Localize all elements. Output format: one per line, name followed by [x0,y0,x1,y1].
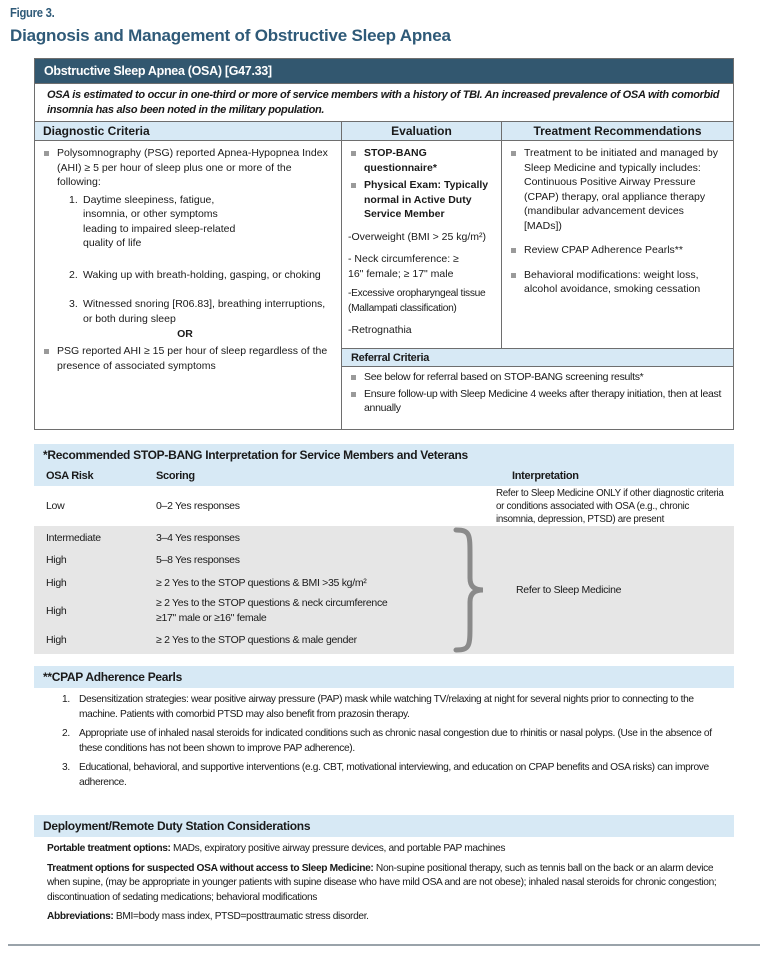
evaluation-item: - Neck circumference: ≥ 16" female; ≥ 17" male [348,253,459,280]
item-text: Waking up with breath-holding, gasping, or choking [83,268,321,281]
options-text: Non-supine positional therapy, such as tennis ball on the back or an alarm device when supine, (may be appropriate in younger patients with supine disease who have mild OSA and are not obese); inhaled nasal steroids for chronic congestion; discontinuation of sedating medications; behavioral modifications [47,862,717,903]
item-number: 1. [69,193,78,206]
item-text: Witnessed snoring [R06.83], breathing interruptions, or both during sleep [83,298,326,325]
evaluation-bullet: STOP-BANG questionnaire* [342,146,497,175]
scoring-cell: ≥ 2 Yes to the STOP questions & BMI >35 kg/m² [156,577,367,589]
abbreviations-text: BMI=body mass index, PTSD=posttraumatic stress disorder. [113,911,369,922]
table-row [34,530,496,546]
risk-cell: Low [46,500,65,512]
figure-title: Diagnosis and Management of Obstructive Sleep Apnea [10,26,451,45]
diagnostic-numbered-item [35,193,335,251]
referral-criteria-heading: Referral Criteria [342,348,733,367]
item-number: 2. [69,268,78,281]
item-number: 2. [62,728,70,739]
risk-cell: Intermediate [46,532,101,544]
stop-bang-table [34,444,734,654]
scoring-cell: ≥ 2 Yes to the STOP questions & neck circumference ≥17" male or ≥16" female [156,597,388,624]
risk-cell: High [46,605,67,617]
referral-criteria-body [342,367,733,428]
stop-bang-header-row [34,466,734,486]
curly-brace-icon [450,526,490,654]
diagnostic-bullet: PSG reported AHI ≥ 15 per hour of sleep regardless of the presence of associated symptoms [35,344,335,373]
table-row [34,575,496,591]
item-number: 1. [62,694,70,705]
diagnostic-criteria-column [35,122,342,429]
evaluation-item: -Retrognathia [348,324,412,336]
column-header-interpretation: Interpretation [512,470,579,482]
portable-text: MADs, expiratory positive airway pressure devices, and portable PAP machines [170,843,506,854]
table-row [34,632,496,648]
scoring-cell: ≥ 2 Yes to the STOP questions & male gender [156,634,357,646]
scoring-cell: 0–2 Yes responses [156,500,240,512]
osa-header: Obstructive Sleep Apnea (OSA) [G47.33] [35,59,733,83]
osa-main-table [34,58,734,430]
treatment-column [502,122,733,348]
risk-cell: High [46,634,67,646]
item-text: Educational, behavioral, and supportive interventions (e.g. CBT, motivational interviewing, and education on CPAP benefits and OSA risks) can improve adherence. [79,762,709,788]
evaluation-heading: Evaluation [342,122,501,141]
scoring-cell: 5–8 Yes responses [156,554,240,566]
pearl-item [34,727,734,756]
osa-intro: OSA is estimated to occur in one-third or more of service members with a history of TBI. An increased prevalence of OSA with comorbid insomnia has also been noted in the military population. [35,83,733,121]
item-number: 3. [69,298,78,310]
treatment-bullet: Treatment to be initiated and managed by Sleep Medicine and typically includes: Continuous Positive Airway Pressure (CPAP) therapy, oral appliance therapy (mandibular advancement devices [MADs]) [502,146,733,233]
stop-bang-title: *Recommended STOP-BANG Interpretation for Service Members and Veterans [34,444,734,466]
diagnostic-numbered-item [35,268,335,283]
evaluation-column [342,122,502,348]
cpap-adherence-pearls [34,666,734,790]
deployment-considerations [34,815,734,925]
treatment-bullet: Review CPAP Adherence Pearls** [502,243,733,258]
abbreviations-label: Abbreviations: [47,911,114,922]
table-row [34,552,496,568]
item-text: Daytime sleepiness, fatigue, insomnia, or other symptoms leading to impaired sleep-related quality of life [83,193,236,249]
pearls-heading: **CPAP Adherence Pearls [34,666,734,688]
treatment-heading: Treatment Recommendations [502,122,733,141]
referral-bullet: Ensure follow-up with Sleep Medicine 4 weeks after therapy initiation, then at least annually [342,387,729,416]
diagnostic-numbered-item [35,297,335,326]
referral-bullet: See below for referral based on STOP-BANG screening results* [342,370,729,385]
risk-cell: High [46,554,67,566]
risk-cell: High [46,577,67,589]
table-row [34,595,396,627]
interpretation-cell: Refer to Sleep Medicine ONLY if other diagnostic criteria or conditions associated with OSA (e.g., chronic insomnia, depression, PTSD) are present [496,487,724,525]
treatment-bullet: Behavioral modifications: weight loss, alcohol avoidance, smoking cessation [502,268,733,297]
item-number: 3. [62,762,70,773]
item-text: Desensitization strategies: wear positive airway pressure (PAP) mask while watching TV/relaxing at night for several nights prior to connecting to the machine. Patients with comorbid PTSD may also benefit from prazosin therapy. [79,694,694,720]
refer-group [34,526,734,654]
evaluation-item: -Excessive oropharyngeal tissue (Mallampati classification) [348,288,486,314]
scoring-cell: 3–4 Yes responses [156,532,240,544]
or-divider: OR [177,328,193,340]
figure-label: Figure 3. [10,6,55,20]
column-header-risk: OSA Risk [46,470,94,482]
bottom-divider [8,944,760,946]
group-interpretation: Refer to Sleep Medicine [516,584,622,596]
column-header-scoring: Scoring [156,470,195,482]
portable-options-paragraph [34,842,734,857]
evaluation-bullet: Physical Exam: Typically normal in Active Duty Service Member [342,178,497,222]
table-row-low-risk [34,486,734,526]
treatment-options-paragraph [34,862,734,906]
options-label: Treatment options for suspected OSA without access to Sleep Medicine: [47,862,374,874]
portable-label: Portable treatment options: [47,843,171,854]
item-text: Appropriate use of inhaled nasal steroids for indicated conditions such as chronic nasal congestion due to rhinitis or nasal polyps. (Use in the absence of these conditions has not been shown to improve PAP adherence). [79,728,712,754]
pearl-item [34,761,734,790]
deployment-heading: Deployment/Remote Duty Station Considerations [34,815,734,837]
diagnostic-criteria-heading: Diagnostic Criteria [35,122,341,141]
abbreviations-paragraph [34,910,734,925]
pearl-item [34,693,734,722]
evaluation-item: -Overweight (BMI > 25 kg/m²) [348,230,486,243]
diagnostic-bullet: Polysomnography (PSG) reported Apnea-Hypopnea Index (AHI) ≥ 5 per hour of sleep plus one or more of the following: [35,146,335,190]
